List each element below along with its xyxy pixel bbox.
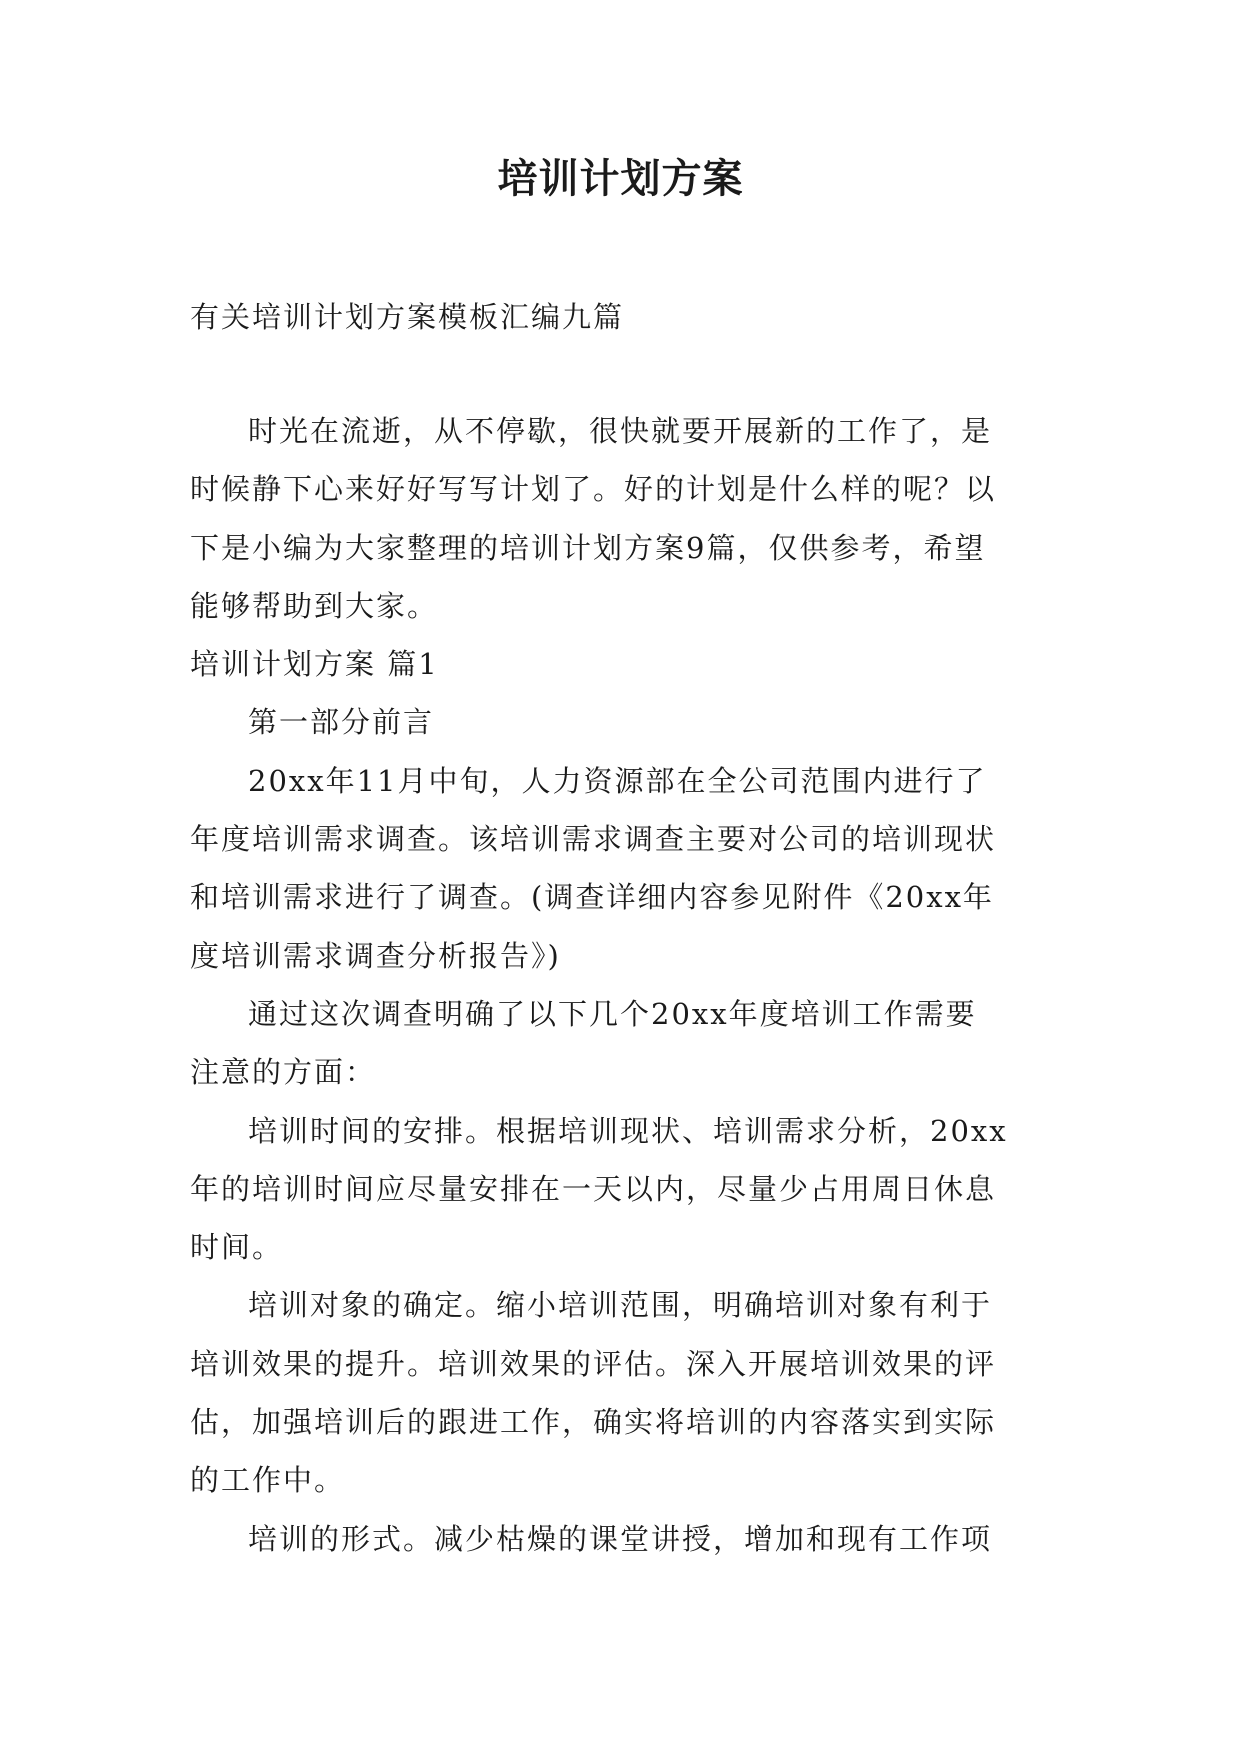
paragraph-line: 时间。: [190, 1230, 284, 1265]
body-paragraph: [190, 693, 1050, 751]
paragraph-line: 的工作中。: [190, 1463, 346, 1498]
paragraph-line: 第一部分前言: [248, 705, 435, 740]
paragraph-line: 估，加强培训后的跟进工作，确实将培训的内容落实到实际: [190, 1405, 997, 1440]
document-title: 培训计划方案: [497, 156, 744, 202]
paragraph-line: 20xx年11月中旬，人力资源部在全公司范围内进行了: [248, 763, 987, 798]
body-paragraph: [190, 752, 1050, 985]
body-paragraph: [190, 1510, 1050, 1568]
paragraph-line: 培训对象的确定。缩小培训范围，明确培训对象有利于: [248, 1288, 993, 1323]
paragraph-line: 注意的方面：: [190, 1055, 377, 1090]
paragraph-line: 培训的形式。减少枯燥的课堂讲授，增加和现有工作项: [248, 1521, 993, 1556]
body-paragraph: [190, 985, 1050, 1102]
paragraph-line: 时光在流逝，从不停歇，很快就要开展新的工作了，是: [248, 414, 993, 448]
paragraph-line: 年度培训需求调查。该培训需求调查主要对公司的培训现状: [190, 822, 997, 857]
document-body: [190, 402, 1050, 1568]
paragraph-line: 度培训需求调查分析报告》): [190, 938, 561, 973]
paragraph-line: 通过这次调查明确了以下几个20xx年度培训工作需要: [248, 996, 977, 1031]
body-paragraph: [190, 402, 1050, 635]
paragraph-line: 培训计划方案 篇1: [190, 647, 439, 682]
paragraph-line: 年的培训时间应尽量安排在一天以内，尽量少占用周日休息: [190, 1171, 997, 1206]
body-paragraph: [190, 1276, 1050, 1509]
paragraph-line: 培训时间的安排。根据培训现状、培训需求分析，20xx: [248, 1113, 1008, 1148]
section-heading: [190, 635, 1050, 693]
paragraph-line: 能够帮助到大家。: [190, 588, 439, 623]
document-content: [190, 292, 1050, 1568]
document-subtitle: 有关培训计划方案模板汇编九篇: [190, 300, 625, 334]
body-paragraph: [190, 1102, 1050, 1277]
paragraph-line: 和培训需求进行了调查。(调查详细内容参见附件《20xx年: [190, 880, 994, 915]
paragraph-line: 时候静下心来好好写写计划了。好的计划是什么样的呢？以: [190, 472, 997, 507]
paragraph-line: 下是小编为大家整理的培训计划方案9篇，仅供参考，希望: [190, 530, 986, 565]
paragraph-line: 培训效果的提升。培训效果的评估。深入开展培训效果的评: [190, 1346, 997, 1381]
